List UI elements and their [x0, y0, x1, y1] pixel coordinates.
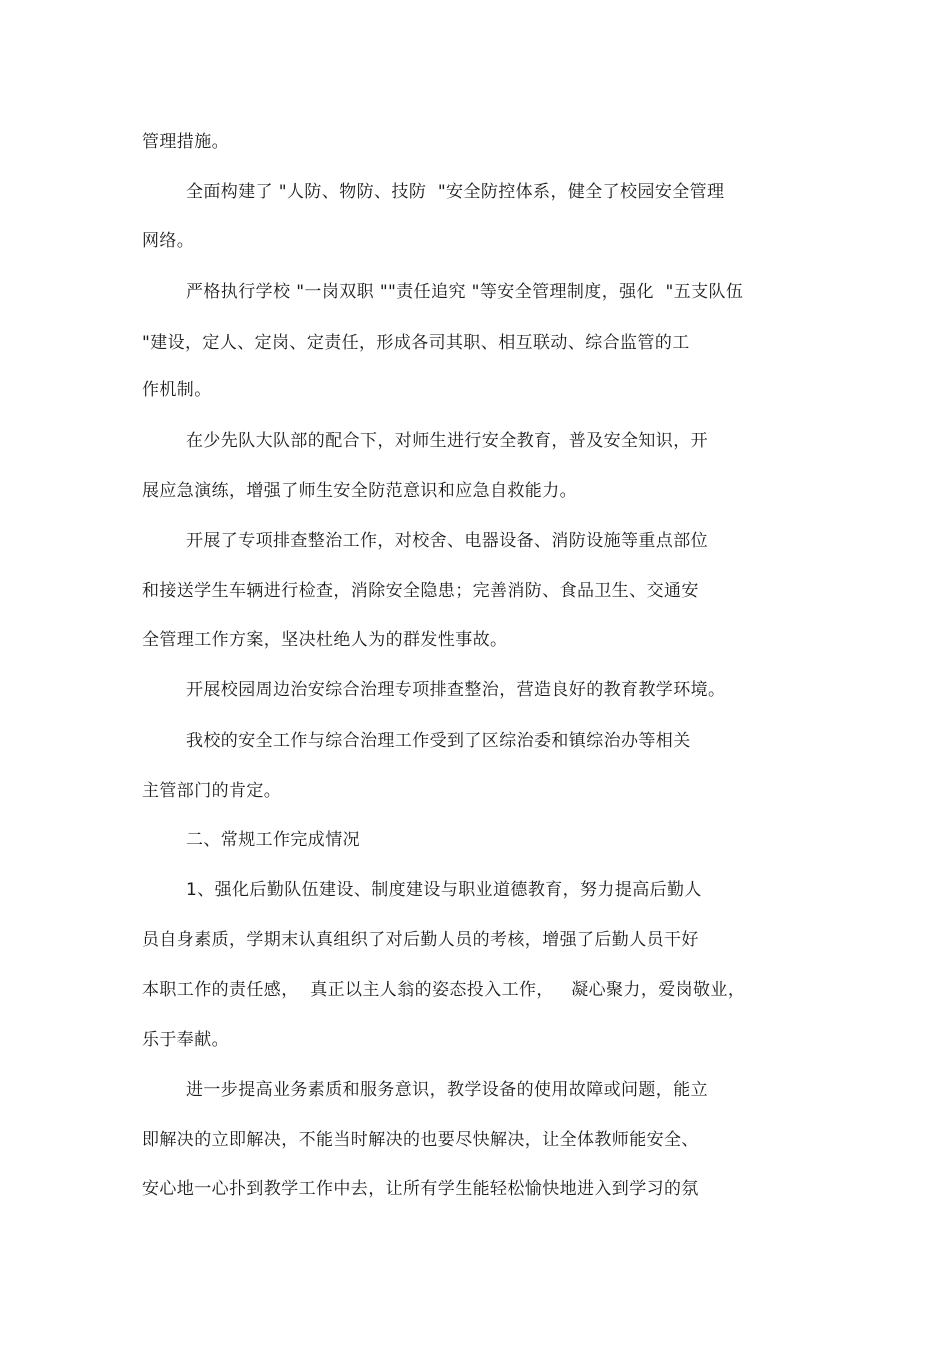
text-line: 开展了专项排查整治工作，对校舍、电器设备、消防设施等重点部位 [186, 531, 708, 551]
text-line: 即解决的立即解决，不能当时解决的也要尽快解决，让全体教师能安全、 [142, 1130, 699, 1150]
text-line: 开展校园周边治安综合治理专项排查整治，营造良好的教育教学环境。 [186, 680, 726, 700]
text-line: 我校的安全工作与综合治理工作受到了区综治委和镇综治办等相关 [186, 731, 691, 751]
text-line: 展应急演练，增强了师生安全防范意识和应急自救能力。 [142, 481, 577, 501]
text-line: 在少先队大队部的配合下，对师生进行安全教育，普及安全知识，开 [186, 431, 708, 451]
text-line: "建设，定人、定岗、定责任，形成各司其职、相互联动、综合监管的工 [142, 333, 690, 353]
text-line: 全管理工作方案，坚决杜绝人为的群发性事故。 [142, 630, 508, 650]
text-line: 全面构建了 "人防、物防、技防 "安全防控体系，健全了校园安全管理 [186, 182, 725, 202]
text-line: 网络。 [142, 231, 195, 251]
section-heading: 二、常规工作完成情况 [186, 830, 360, 850]
text-line: 管理措施。 [142, 132, 229, 152]
text-line: 乐于奉献。 [142, 1030, 229, 1050]
text-line: 和接送学生车辆进行检查，消除安全隐患；完善消防、食品卫生、交通安 [142, 581, 699, 601]
text-line: 作机制。 [142, 380, 212, 400]
text-line: 严格执行学校 "一岗双职 ""责任追究 "等安全管理制度，强化 "五支队伍 [186, 282, 744, 302]
text-line: 主管部门的肯定。 [142, 781, 282, 801]
text-line: 安心地一心扑到教学工作中去，让所有学生能轻松愉快地进入到学习的氛 [142, 1179, 699, 1199]
text-line: 员自身素质，学期末认真组织了对后勤人员的考核，增强了后勤人员干好 [142, 930, 699, 950]
text-line: 进一步提高业务素质和服务意识，教学设备的使用故障或问题，能立 [186, 1080, 708, 1100]
text-line: 1、强化后勤队伍建设、制度建设与职业道德教育，努力提高后勤人 [186, 880, 702, 900]
text-line: 本职工作的责任感， 真正以主人翁的姿态投入工作， 凝心聚力，爱岗敬业， [142, 980, 746, 1000]
